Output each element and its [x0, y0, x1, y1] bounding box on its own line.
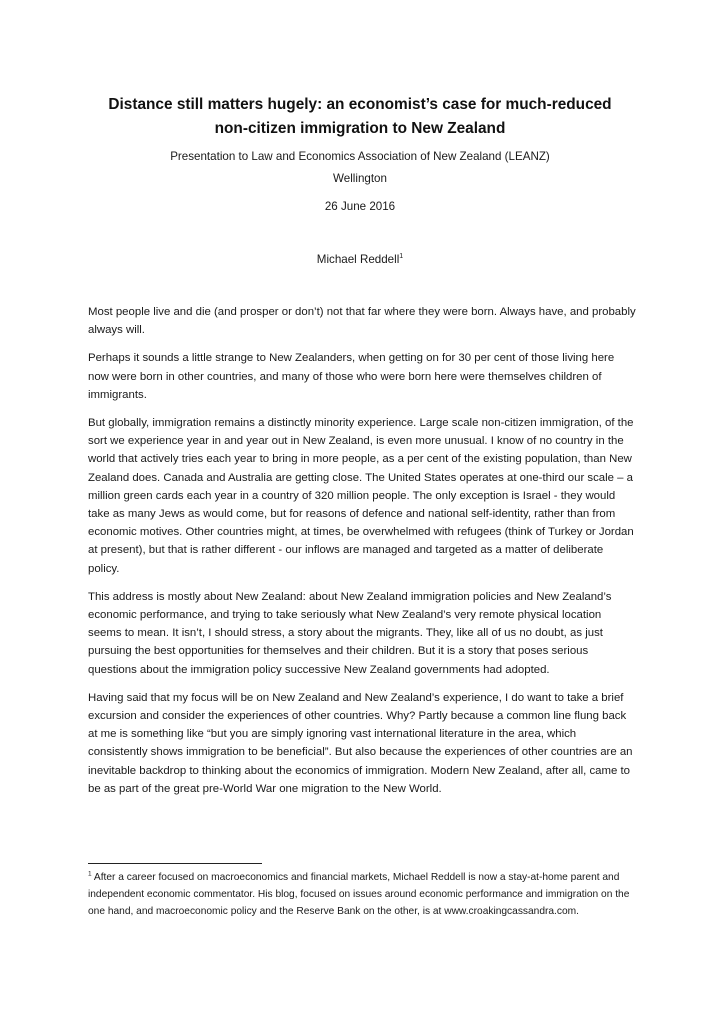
paragraph: This address is mostly about New Zealand: about New Zealand immigration policies and New Zealand’s economic performance, and trying to take seriously what New Zealand’s very remote physical location seems to mean. It isn’t, I should stress, a story about the migrants. They, like all of us no doubt, as just pursuing the best opportunities for themselves and their children. But it is a story that poses serious questions about the immigration policy successive New Zealand governments had adopted. — [88, 590, 612, 676]
footnote-text: After a career focused on macroeconomics and financial markets, Michael Reddell is now a stay-at-home parent and independent economic commentator. His blog, focused on issues around economic performance and immigration on the one hand, and macroeconomic policy and the Reserve Bank on the other, is at www.croakingcassandra.com. — [88, 872, 630, 917]
paragraph: But globally, immigration remains a distinctly minority experience. Large scale non-citizen immigration, of the sort we experience year in and year out in New Zealand, is even more unusual. I know of no country in the world that actively tries each year to bring in more people, as a per cent of the existing population, than New Zealand does. Canada and Australia are getting close. The United States operates at one-third our scale – a million green cards each year in a country of 320 million people. The only exception is Israel - they would take as many Jews as would come, but for reasons of defence and national self-identity, rather than from economic motives. Other countries might, at times, be overwhelmed with refugees (think of Turkey or Jordan at present), but that is rather different - our inflows are managed and targeted as a matter of deliberate policy. — [88, 417, 634, 575]
footnote-divider — [88, 863, 262, 864]
document-title: Distance still matters hugely: an economist’s case for much-reduced non-citizen immigration to New Zealand — [108, 96, 612, 137]
presentation-place: Wellington — [333, 172, 387, 185]
paragraph: Having said that my focus will be on New Zealand and New Zealand’s experience, I do want to take a brief excursion and consider the experiences of other countries. Why? Partly because a common line flung back at me is something like “but you are simply ignoring vast international literature in the area, which consistently shows immigration to be beneficial”. But also because the experiences of other countries are an inevitable backdrop to thinking about the economics of immigration. Modern New Zealand, after all, came to be as part of the great pre-World War one migration to the New World. — [88, 691, 633, 795]
author-name: Michael Reddell — [316, 253, 400, 266]
footnote — [88, 870, 636, 920]
footnote-marker: 1 — [88, 870, 92, 878]
paragraph: Perhaps it sounds a little strange to New Zealanders, when getting on for 30 per cent of those living here now were born in other countries, and many of those who were born here were themselves children of immigrants. — [88, 352, 615, 401]
paragraph: Most people live and die (and prosper or don’t) not that far where they were born. Always have, and probably always will. — [88, 306, 636, 337]
presentation-subtitle: Presentation to Law and Economics Association of New Zealand (LEANZ) — [170, 150, 550, 163]
body-text — [88, 303, 636, 808]
presentation-date: 26 June 2016 — [324, 200, 396, 213]
footnote-reference[interactable]: 1 — [399, 253, 404, 261]
author-line — [90, 252, 630, 268]
